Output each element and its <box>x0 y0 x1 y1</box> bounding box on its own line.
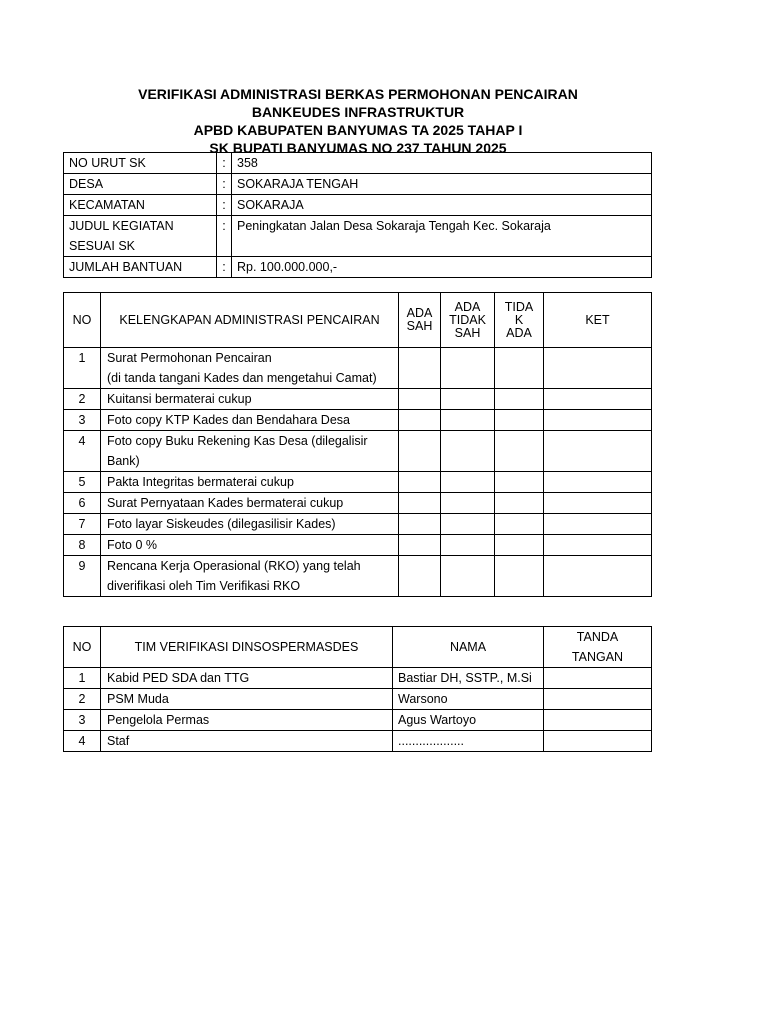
row-item <box>101 514 399 535</box>
header-ket: KET <box>544 293 652 348</box>
check-ada-tidak-sah-cell[interactable] <box>441 410 495 431</box>
row-nama: Warsono <box>393 689 544 710</box>
header-nama: NAMA <box>393 627 544 668</box>
row-item <box>101 431 399 472</box>
table-row <box>64 348 652 389</box>
signature-cell[interactable] <box>544 731 652 752</box>
row-item <box>101 556 399 597</box>
header-ada-tidak-sah <box>441 293 495 348</box>
check-tidak-ada-cell[interactable] <box>495 431 544 472</box>
tim-verifikasi-table <box>63 626 652 752</box>
check-ada-tidak-sah-cell[interactable] <box>441 493 495 514</box>
item-text: diverifikasi oleh Tim Verifikasi RKO <box>107 579 301 593</box>
info-separator: : <box>217 195 232 216</box>
check-ada-sah-cell[interactable] <box>399 410 441 431</box>
signature-cell[interactable] <box>544 689 652 710</box>
header-text: K <box>514 312 524 327</box>
check-ada-sah-cell[interactable] <box>399 348 441 389</box>
check-ada-sah-cell[interactable] <box>399 472 441 493</box>
row-no: 2 <box>64 389 101 410</box>
ket-cell[interactable] <box>544 535 652 556</box>
header-text: ADA <box>506 325 532 340</box>
info-separator: : <box>217 257 232 278</box>
row-no: 7 <box>64 514 101 535</box>
info-value: Rp. 100.000.000,- <box>232 257 652 278</box>
row-no: 9 <box>64 556 101 597</box>
header-text: SAH <box>406 319 433 333</box>
row-no: 3 <box>64 710 101 731</box>
table-row <box>64 431 652 472</box>
item-text: Kuitansi bermaterai cukup <box>107 392 252 406</box>
header-text: TANGAN <box>571 650 624 664</box>
item-text: Foto copy Buku Rekening Kas Desa (dilegalisir <box>107 434 368 448</box>
table-row <box>64 514 652 535</box>
ket-cell[interactable] <box>544 493 652 514</box>
table-row <box>64 689 652 710</box>
row-role: Staf <box>101 731 393 752</box>
info-table <box>63 152 652 278</box>
row-item <box>101 535 399 556</box>
info-value: SOKARAJA <box>232 195 652 216</box>
item-text: Foto copy KTP Kades dan Bendahara Desa <box>107 413 350 427</box>
ket-cell[interactable] <box>544 348 652 389</box>
info-label: KECAMATAN <box>64 195 217 216</box>
item-text: Bank) <box>107 454 140 468</box>
row-role: Kabid PED SDA dan TTG <box>101 668 393 689</box>
header-tidak-ada <box>495 293 544 348</box>
judul-label-line-2: SESUAI SK <box>69 239 135 253</box>
check-ada-sah-cell[interactable] <box>399 431 441 472</box>
header-tim: TIM VERIFIKASI DINSOSPERMASDES <box>101 627 393 668</box>
header-text: ADA <box>406 306 433 320</box>
info-value: 358 <box>232 153 652 174</box>
item-text: Surat Permohonan Pencairan <box>107 351 272 365</box>
row-item <box>101 472 399 493</box>
title-line-3: APBD KABUPATEN BANYUMAS TA 2025 TAHAP I <box>193 122 523 138</box>
row-no: 4 <box>64 731 101 752</box>
check-ada-sah-cell[interactable] <box>399 535 441 556</box>
table-row <box>64 668 652 689</box>
info-row-kecamatan <box>64 195 652 216</box>
header-text: TIDAK <box>449 312 486 327</box>
row-no: 5 <box>64 472 101 493</box>
row-no: 6 <box>64 493 101 514</box>
check-tidak-ada-cell[interactable] <box>495 556 544 597</box>
info-row-no-urut <box>64 153 652 174</box>
row-nama: Agus Wartoyo <box>393 710 544 731</box>
item-text: (di tanda tangani Kades dan mengetahui Camat) <box>107 371 377 385</box>
signature-cell[interactable] <box>544 668 652 689</box>
document-title <box>63 85 653 157</box>
tim-rows <box>64 668 652 752</box>
check-tidak-ada-cell[interactable] <box>495 472 544 493</box>
table-row <box>64 389 652 410</box>
title-line-2: BANKEUDES INFRASTRUKTUR <box>251 104 465 120</box>
row-item <box>101 493 399 514</box>
row-nama: Bastiar DH, SSTP., M.Si <box>393 668 544 689</box>
header-tanda-tangan <box>544 627 652 668</box>
header-no: NO <box>64 293 101 348</box>
row-no: 3 <box>64 410 101 431</box>
table-row <box>64 710 652 731</box>
item-text: Rencana Kerja Operasional (RKO) yang telah <box>107 559 361 573</box>
check-ada-tidak-sah-cell[interactable] <box>441 556 495 597</box>
check-tidak-ada-cell[interactable] <box>495 493 544 514</box>
header-text: TIDA <box>504 299 534 314</box>
ket-cell[interactable] <box>544 556 652 597</box>
row-no: 8 <box>64 535 101 556</box>
row-item <box>101 410 399 431</box>
info-separator: : <box>217 153 232 174</box>
info-row-judul <box>64 216 652 257</box>
table-row <box>64 535 652 556</box>
ket-cell[interactable] <box>544 389 652 410</box>
row-no: 2 <box>64 689 101 710</box>
check-tidak-ada-cell[interactable] <box>495 348 544 389</box>
check-ada-sah-cell[interactable] <box>399 389 441 410</box>
info-value: Peningkatan Jalan Desa Sokaraja Tengah Kec. Sokaraja <box>232 216 652 257</box>
info-label: NO URUT SK <box>64 153 217 174</box>
judul-label-line-1: JUDUL KEGIATAN <box>69 219 174 233</box>
header-text: ADA <box>454 299 481 314</box>
info-row-jumlah <box>64 257 652 278</box>
admin-rows <box>64 348 652 597</box>
info-value: SOKARAJA TENGAH <box>232 174 652 195</box>
info-separator: : <box>217 174 232 195</box>
title-line-1: VERIFIKASI ADMINISTRASI BERKAS PERMOHONAN PENCAIRAN <box>138 86 578 102</box>
header-text: SAH <box>454 325 481 340</box>
ket-cell[interactable] <box>544 472 652 493</box>
info-label: JUMLAH BANTUAN <box>64 257 217 278</box>
check-ada-tidak-sah-cell[interactable] <box>441 348 495 389</box>
row-nama: ................... <box>393 731 544 752</box>
check-tidak-ada-cell[interactable] <box>495 389 544 410</box>
item-text: Pakta Integritas bermaterai cukup <box>107 475 294 489</box>
row-no: 1 <box>64 668 101 689</box>
info-separator: : <box>217 216 232 257</box>
check-ada-tidak-sah-cell[interactable] <box>441 431 495 472</box>
admin-header-row <box>64 293 652 348</box>
ket-cell[interactable] <box>544 514 652 535</box>
check-ada-sah-cell[interactable] <box>399 556 441 597</box>
admin-checklist-table <box>63 292 652 597</box>
check-tidak-ada-cell[interactable] <box>495 410 544 431</box>
check-tidak-ada-cell[interactable] <box>495 535 544 556</box>
row-role: Pengelola Permas <box>101 710 393 731</box>
header-ada-sah <box>399 293 441 348</box>
check-ada-tidak-sah-cell[interactable] <box>441 514 495 535</box>
ket-cell[interactable] <box>544 431 652 472</box>
row-item <box>101 348 399 389</box>
ket-cell[interactable] <box>544 410 652 431</box>
item-text: Foto 0 % <box>107 538 158 552</box>
header-text: TANDA <box>576 630 619 644</box>
item-text: Surat Pernyataan Kades bermaterai cukup <box>107 496 344 510</box>
row-no: 1 <box>64 348 101 389</box>
check-ada-sah-cell[interactable] <box>399 493 441 514</box>
header-kelengkapan: KELENGKAPAN ADMINISTRASI PENCAIRAN <box>101 293 399 348</box>
check-ada-tidak-sah-cell[interactable] <box>441 535 495 556</box>
table-row <box>64 410 652 431</box>
row-role: PSM Muda <box>101 689 393 710</box>
info-label: DESA <box>64 174 217 195</box>
item-text: Foto layar Siskeudes (dilegasilisir Kades) <box>107 517 336 531</box>
header-no: NO <box>64 627 101 668</box>
tim-header-row <box>64 627 652 668</box>
info-label <box>64 216 217 257</box>
table-row <box>64 556 652 597</box>
check-ada-sah-cell[interactable] <box>399 514 441 535</box>
check-ada-tidak-sah-cell[interactable] <box>441 472 495 493</box>
table-row <box>64 472 652 493</box>
title-line-4: SK BUPATI BANYUMAS NO 237 TAHUN 2025 <box>209 140 507 156</box>
check-ada-tidak-sah-cell[interactable] <box>441 389 495 410</box>
check-tidak-ada-cell[interactable] <box>495 514 544 535</box>
table-row <box>64 493 652 514</box>
table-row <box>64 731 652 752</box>
info-row-desa <box>64 174 652 195</box>
row-no: 4 <box>64 431 101 472</box>
row-item <box>101 389 399 410</box>
signature-cell[interactable] <box>544 710 652 731</box>
